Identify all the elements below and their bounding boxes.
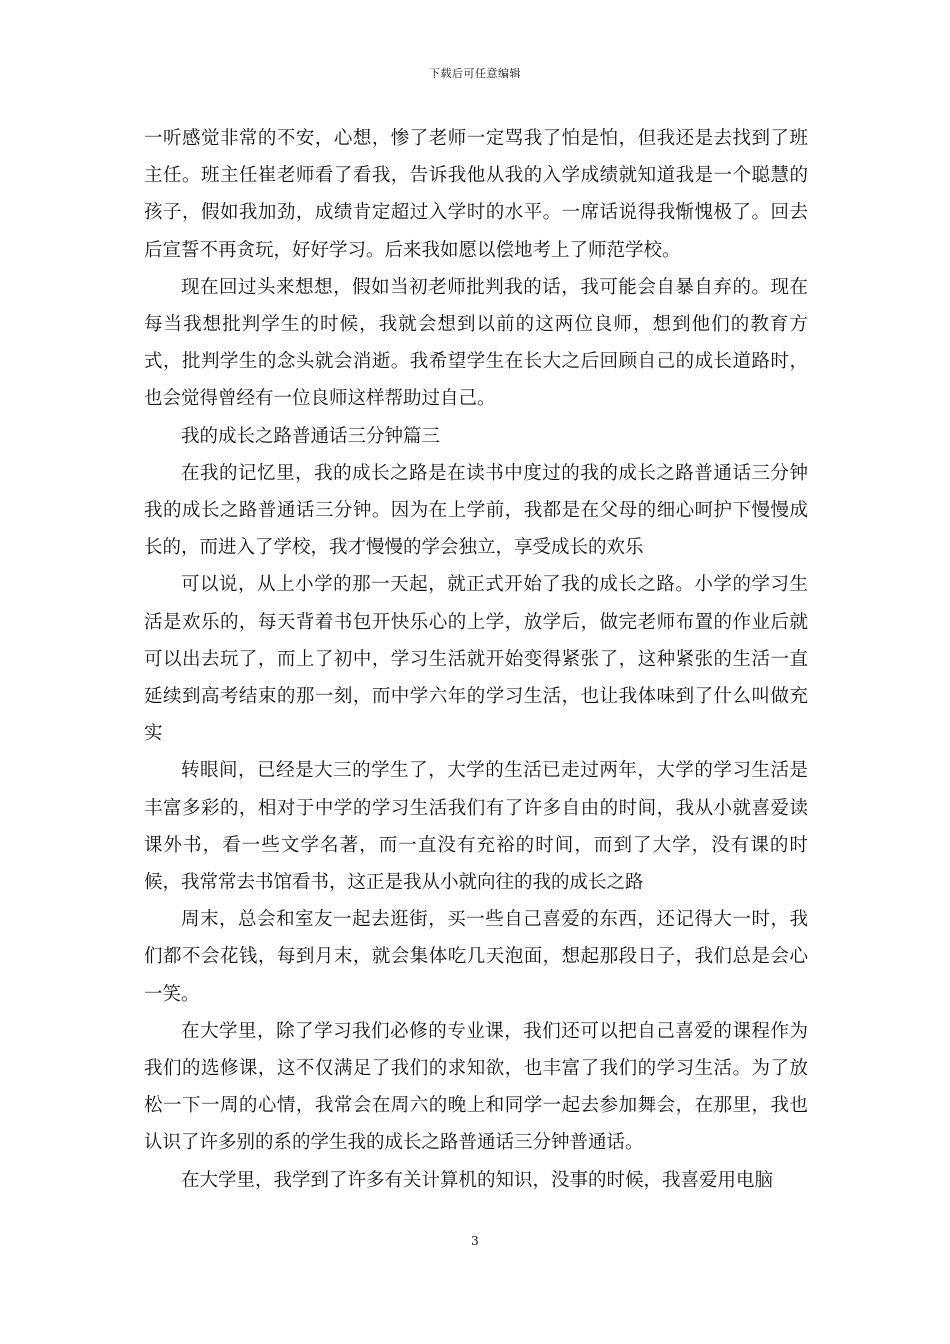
- document-body: [144, 120, 808, 1199]
- page-header: 下载后可任意编辑: [429, 67, 521, 80]
- paragraph: 转眼间，已经是大三的学生了，大学的生活已走过两年，大学的学习生活是丰富多彩的，相对于中学的学习生活我们有了许多自由的时间，我从小就喜爱读课外书，看一些文学名著，而一直没有充裕的时间，而到了大学，没有课的时候，我常常去书馆看书，这正是我从小就向往的我的成长之路: [144, 760, 808, 894]
- paragraph: 周末，总会和室友一起去逛街，买一些自己喜爱的东西，还记得大一时，我们都不会花钱，每到月末，就会集体吃几天泡面，想起那段日子，我们总是会心一笑。: [144, 909, 808, 1005]
- paragraph: 现在回过头来想想，假如当初老师批判我的话，我可能会自暴自弃的。现在每当我想批判学生的时候，我就会想到以前的这两位良师，想到他们的教育方式，批判学生的念头就会消逝。我希望学生在长大之后回顾自己的成长道路时，也会觉得曾经有一位良师这样帮助过自己。: [144, 276, 808, 410]
- paragraph: 在大学里，我学到了许多有关计算机的知识，没事的时候，我喜爱用电脑: [181, 1169, 774, 1191]
- paragraph: 在我的记忆里，我的成长之路是在读书中度过的我的成长之路普通话三分钟我的成长之路普通话三分钟。因为在上学前，我都是在父母的细心呵护下慢慢成长的，而进入了学校，我才慢慢的学会独立，享受成长的欢乐: [144, 462, 808, 559]
- paragraph: 在大学里，除了学习我们必修的专业课，我们还可以把自己喜爱的课程作为我们的选修课，这不仅满足了我们的求知欲，也丰富了我们的学习生活。为了放松一下一周的心情，我常会在周六的晚上和同学一起去参加舞会，在那里，我也认识了许多别的系的学生我的成长之路普通话三分钟普通话。: [144, 1020, 808, 1154]
- section-heading: 我的成长之路普通话三分钟篇三: [181, 425, 441, 447]
- page-number: 3: [471, 1234, 479, 1248]
- paragraph: 可以说，从上小学的那一天起，就正式开始了我的成长之路。小学的学习生活是欢乐的，每天背着书包开快乐心的上学，放学后，做完老师布置的作业后就可以出去玩了，而上了初中，学习生活就开始变得紧张了，这种紧张的生活一直延续到高考结束的那一刻，而中学六年的学习生活，也让我体味到了什么叫做充实: [144, 574, 808, 745]
- paragraph: 一听感觉非常的不安，心想，惨了老师一定骂我了怕是怕，但我还是去找到了班主任。班主任崔老师看了看我，告诉我他从我的入学成绩就知道我是一个聪慧的孩子，假如我加劲，成绩肯定超过入学时的水平。一席话说得我惭愧极了。回去后宣誓不再贪玩，好好学习。后来我如愿以偿地考上了师范学校。: [144, 128, 808, 261]
